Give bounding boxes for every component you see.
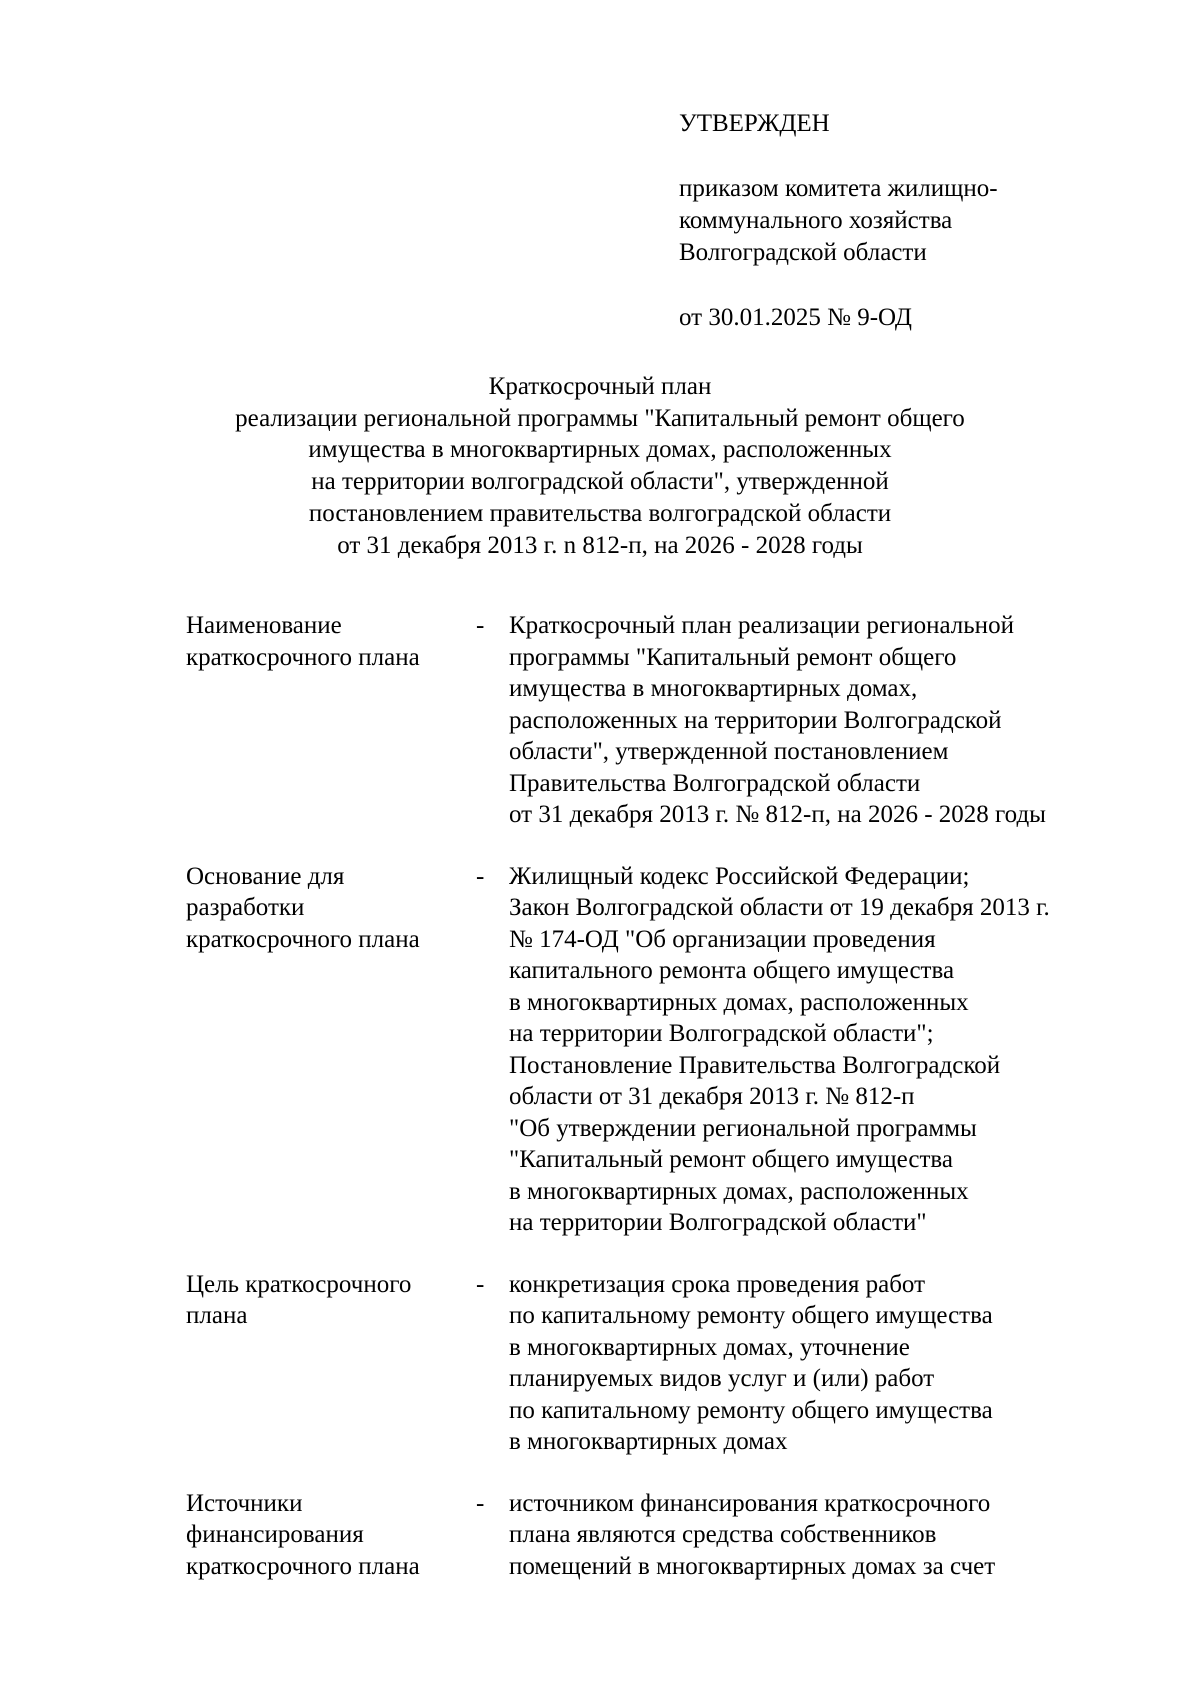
- row-value-line: плана являются средства собственников: [509, 1521, 937, 1548]
- row-value-line: Жилищный кодекс Российской Федерации;: [509, 862, 970, 890]
- title-line: имущества в многоквартирных домах, расположенных: [308, 436, 892, 464]
- row-dash: -: [476, 612, 485, 639]
- approval-issuer-line: Волгоградской области: [679, 239, 927, 266]
- passport-row-name: [186, 610, 1146, 831]
- row-value-line: Краткосрочный план реализации региональной: [509, 612, 1014, 639]
- row-value-line: № 174-ОД "Об организации проведения: [509, 925, 936, 953]
- document-title: [160, 371, 1040, 561]
- passport-row-goal: [186, 1269, 1146, 1458]
- approval-issuer-line: коммунального хозяйства: [679, 207, 953, 234]
- row-label: [186, 861, 461, 956]
- row-value-line: "Капитальный ремонт общего имущества: [509, 1146, 953, 1173]
- passport-row-basis: [186, 861, 1146, 1239]
- passport-row-funding: [186, 1488, 1146, 1583]
- row-label: [186, 610, 461, 673]
- title-line: постановлением правительства волгоградской области: [308, 499, 892, 527]
- row-value-line: источником финансирования краткосрочного: [509, 1489, 991, 1517]
- row-dash: -: [476, 862, 485, 890]
- row-value-line: по капитальному ремонту общего имущества: [509, 1396, 993, 1424]
- row-label-line: Наименование: [186, 612, 342, 639]
- row-label-line: краткосрочного плана: [186, 925, 420, 953]
- row-value-line: расположенных на территории Волгоградской: [509, 706, 1002, 734]
- title-line: на территории волгоградской области", утвержденной: [311, 468, 889, 496]
- row-value-line: Закон Волгоградской области от 19 декабря 2013 г.: [509, 894, 1050, 921]
- row-value-line: имущества в многоквартирных домах,: [509, 675, 918, 702]
- row-value-line: планируемых видов услуг и (или) работ: [509, 1365, 935, 1392]
- row-value-line: программы "Капитальный ремонт общего: [509, 643, 957, 671]
- row-value-line: на территории Волгоградской области";: [509, 1020, 934, 1047]
- title-line: реализации региональной программы "Капитальный ремонт общего: [235, 404, 965, 432]
- row-dash: -: [476, 1489, 485, 1517]
- row-value: [509, 861, 1146, 1239]
- approval-date: от 30.01.2025 № 9-ОД: [679, 304, 912, 331]
- row-label-line: разработки: [186, 894, 305, 921]
- title-line: от 31 декабря 2013 г. n 812-п, на 2026 - 2028 годы: [337, 531, 863, 559]
- row-value-line: Правительства Волгоградской области: [509, 769, 921, 797]
- approval-issuer-line: приказом комитета жилищно-: [679, 175, 998, 202]
- row-label-line: Основание для: [186, 862, 345, 890]
- row-value-line: в многоквартирных домах, уточнение: [509, 1333, 910, 1361]
- row-label-line: Источники: [186, 1489, 303, 1517]
- row-value-line: помещений в многоквартирных домах за счет: [509, 1552, 996, 1580]
- row-value-line: от 31 декабря 2013 г. № 812-п, на 2026 - 2028 годы: [509, 801, 1046, 828]
- row-value: [509, 1269, 1146, 1458]
- row-value-line: конкретизация срока проведения работ: [509, 1270, 926, 1298]
- row-value-line: в многоквартирных домах: [509, 1428, 788, 1455]
- row-value-line: "Об утверждении региональной программы: [509, 1114, 977, 1142]
- row-value-line: области", утвержденной постановлением: [509, 738, 949, 765]
- row-value-line: на территории Волгоградской области": [509, 1209, 927, 1236]
- row-value-line: по капитальному ремонту общего имущества: [509, 1302, 993, 1329]
- approval-issuer: [679, 173, 1139, 269]
- row-label: [186, 1269, 461, 1332]
- approval-block: [679, 108, 1139, 334]
- approval-stamp: УТВЕРЖДЕН: [679, 110, 830, 137]
- row-label-line: Цель краткосрочного: [186, 1270, 412, 1298]
- row-value-line: в многоквартирных домах, расположенных: [509, 1177, 969, 1205]
- row-value: [509, 610, 1146, 831]
- row-label-line: плана: [186, 1302, 248, 1329]
- row-value-line: области от 31 декабря 2013 г. № 812-п: [509, 1083, 915, 1110]
- row-label-line: краткосрочного плана: [186, 643, 420, 671]
- plan-passport: [186, 610, 1146, 1612]
- row-value-line: капитального ремонта общего имущества: [509, 957, 955, 984]
- row-label-line: финансирования: [186, 1521, 364, 1548]
- row-value-line: в многоквартирных домах, расположенных: [509, 988, 969, 1016]
- title-line: Краткосрочный план: [488, 373, 712, 400]
- row-dash: -: [476, 1270, 485, 1298]
- row-label-line: краткосрочного плана: [186, 1552, 420, 1580]
- row-label: [186, 1488, 461, 1583]
- row-value-line: Постановление Правительства Волгоградской: [509, 1051, 1001, 1079]
- row-value: [509, 1488, 1146, 1583]
